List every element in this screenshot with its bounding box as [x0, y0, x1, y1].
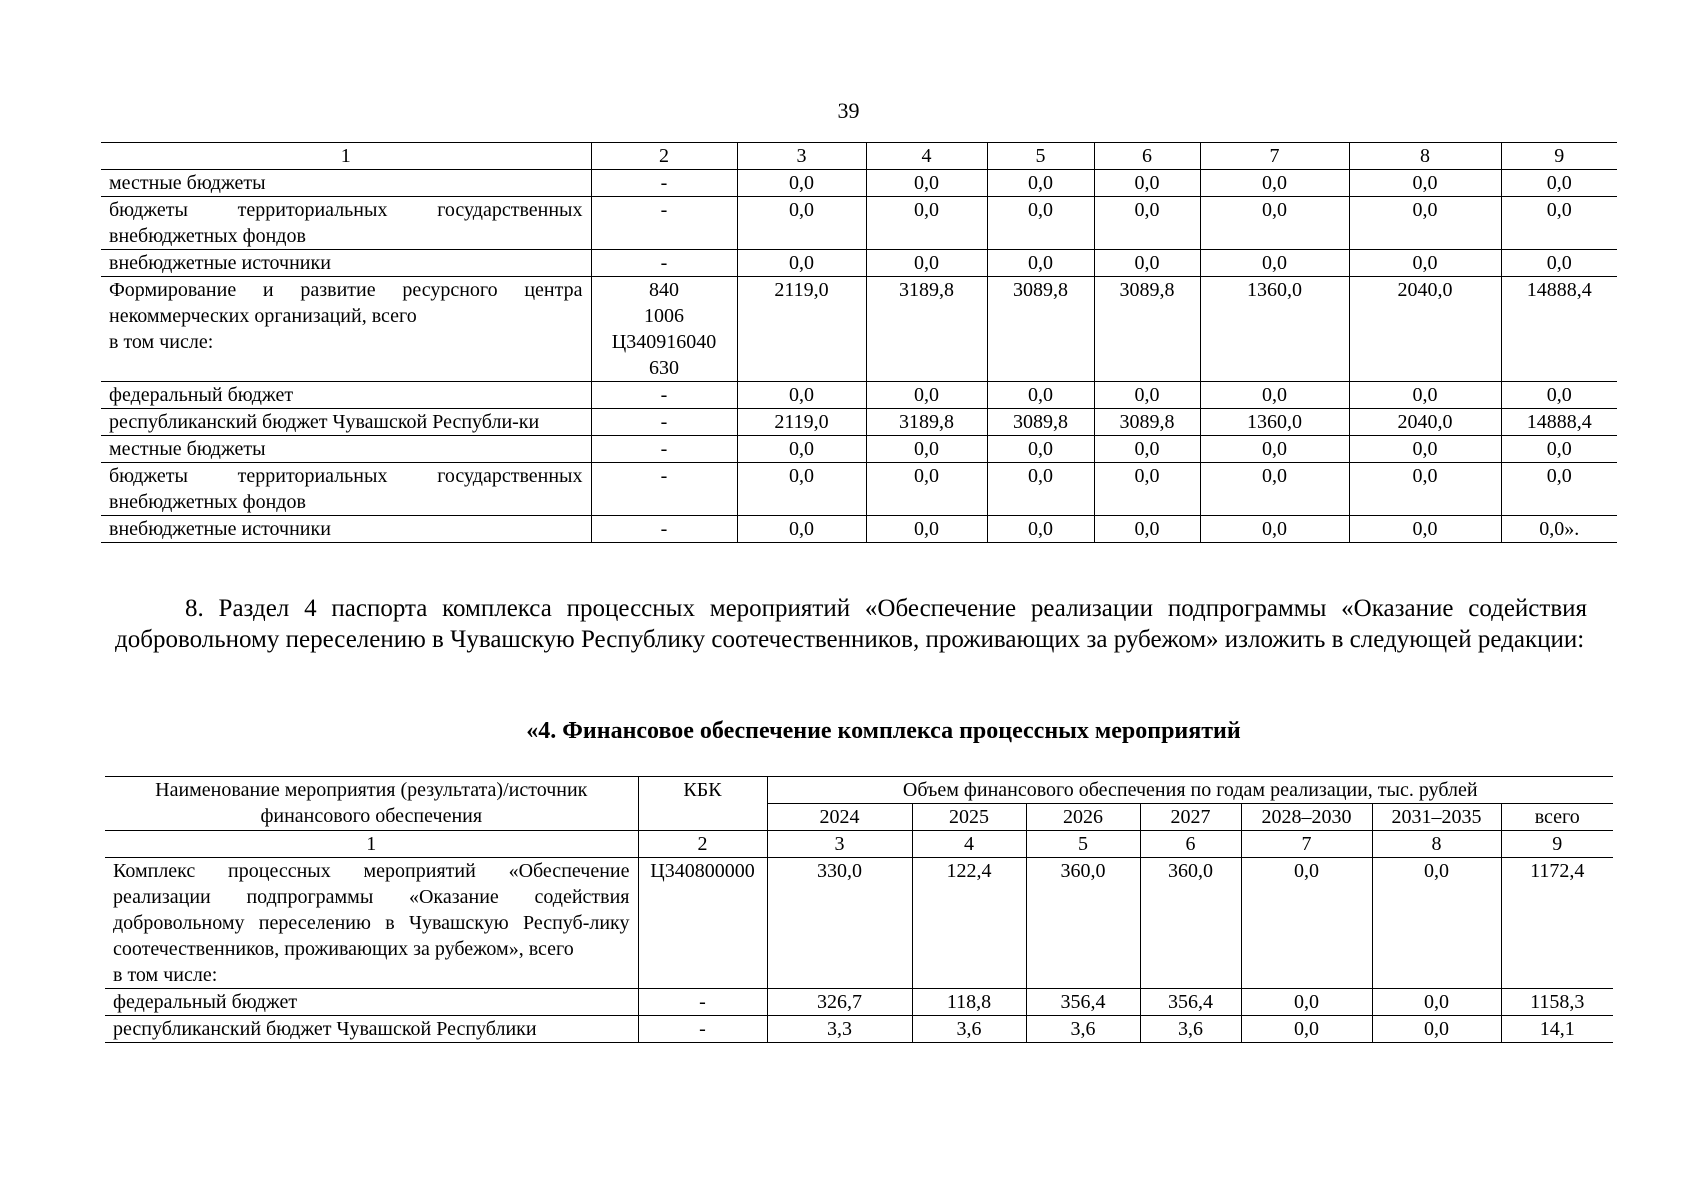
row-value: 2119,0 [737, 409, 866, 436]
row-value: 0,0 [1501, 463, 1617, 516]
col-number: 2 [638, 831, 767, 858]
row-name: бюджеты территориальных государственных внебюджетных фондов [101, 197, 591, 250]
row-value: 0,0 [1094, 382, 1200, 409]
row-value: 0,0 [1349, 250, 1501, 277]
row-value: 0,0 [737, 250, 866, 277]
row-value: 0,0 [1349, 516, 1501, 543]
code-line: 840 [649, 279, 679, 301]
row-value: 0,0 [737, 197, 866, 250]
row-value: 356,4 [1140, 989, 1241, 1016]
code-line: Ц340916040 [611, 331, 717, 353]
row-value: 0,0 [987, 516, 1094, 543]
row-name: бюджеты территориальных государственных внебюджетных фондов [101, 463, 591, 516]
row-value: 0,0 [1241, 1016, 1372, 1043]
row-value: 1172,4 [1501, 858, 1613, 989]
header-year: 2024 [767, 804, 912, 831]
table-row [101, 516, 1617, 543]
code-line: 1006 [644, 305, 684, 327]
row-value: 0,0 [1372, 858, 1501, 989]
row-value: 0,0 [1501, 170, 1617, 197]
row-value: 3,6 [1140, 1016, 1241, 1043]
table-row [101, 409, 1617, 436]
row-value: 0,0 [1349, 170, 1501, 197]
row-value: 0,0 [1200, 382, 1349, 409]
paragraph-text: 8. Раздел 4 паспорта комплекса процессных мероприятий «Обеспечение реализации подпрограммы «Оказание содействия добровольному переселению в Чувашскую Республику соотечественников, проживающих за рубежом» изложить в следующей редакции: [115, 595, 1587, 653]
col-number: 3 [767, 831, 912, 858]
row-value: 0,0 [1349, 382, 1501, 409]
row-value: 0,0 [1094, 170, 1200, 197]
header-volume: Объем финансового обеспечения по годам реализации, тыс. рублей [767, 777, 1613, 804]
row-value: 0,0 [1094, 250, 1200, 277]
row-value: 360,0 [1140, 858, 1241, 989]
row-name: республиканский бюджет Чувашской Республики [105, 1016, 638, 1043]
col-number: 8 [1349, 143, 1501, 170]
row-value: 0,0 [1501, 382, 1617, 409]
col-number: 1 [105, 831, 638, 858]
row-value: 3089,8 [987, 277, 1094, 382]
col-number: 1 [101, 143, 591, 170]
row-name: местные бюджеты [101, 436, 591, 463]
row-value: 0,0 [737, 436, 866, 463]
row-value: 0,0 [1094, 436, 1200, 463]
col-number: 8 [1372, 831, 1501, 858]
col-number: 4 [866, 143, 987, 170]
row-value: 0,0 [1241, 858, 1372, 989]
row-value: 2040,0 [1349, 277, 1501, 382]
table-row [101, 170, 1617, 197]
row-value: 0,0 [1501, 197, 1617, 250]
row-code: - [591, 250, 737, 277]
row-value: 0,0 [1501, 250, 1617, 277]
header-row [105, 777, 1613, 804]
row-value: 360,0 [1026, 858, 1140, 989]
page-number: 39 [837, 98, 860, 123]
row-value: 2040,0 [1349, 409, 1501, 436]
row-value: 0,0 [1501, 436, 1617, 463]
section-title: «4. Финансовое обеспечение комплекса процессных мероприятий [526, 718, 1241, 744]
row-value: 0,0 [737, 516, 866, 543]
column-number-row [101, 143, 1617, 170]
row-name-subtext: в том числе: [113, 964, 218, 986]
col-number: 9 [1501, 831, 1613, 858]
row-value: 122,4 [912, 858, 1026, 989]
row-value: 1158,3 [1501, 989, 1613, 1016]
row-value: 0,0 [866, 463, 987, 516]
col-number: 4 [912, 831, 1026, 858]
row-name: федеральный бюджет [105, 989, 638, 1016]
row-value: 1360,0 [1200, 277, 1349, 382]
col-number: 6 [1094, 143, 1200, 170]
row-code: - [638, 989, 767, 1016]
row-name-subtext: в том числе: [109, 331, 214, 353]
table-row [101, 250, 1617, 277]
row-value: 0,0 [1200, 516, 1349, 543]
header-year: 2031–2035 [1372, 804, 1501, 831]
row-value: 3089,8 [987, 409, 1094, 436]
row-value: 0,0 [1349, 197, 1501, 250]
row-code [591, 277, 737, 382]
header-year: 2026 [1026, 804, 1140, 831]
row-value: 0,0 [1200, 170, 1349, 197]
row-code: Ц340800000 [638, 858, 767, 989]
header-year: 2028–2030 [1241, 804, 1372, 831]
row-code: - [638, 1016, 767, 1043]
col-number: 5 [987, 143, 1094, 170]
row-code: - [591, 197, 737, 250]
code-line: 630 [649, 357, 679, 379]
row-value: 3,3 [767, 1016, 912, 1043]
row-value: 0,0 [987, 382, 1094, 409]
row-value: 0,0 [1349, 463, 1501, 516]
row-value: 0,0 [987, 197, 1094, 250]
header-year: 2027 [1140, 804, 1241, 831]
table-row [101, 197, 1617, 250]
row-name: внебюджетные источники [101, 516, 591, 543]
row-value: 0,0 [737, 382, 866, 409]
row-value: 0,0 [866, 170, 987, 197]
row-value: 3,6 [912, 1016, 1026, 1043]
row-value: 14,1 [1501, 1016, 1613, 1043]
row-value: 0,0 [1241, 989, 1372, 1016]
row-value: 0,0 [1349, 436, 1501, 463]
row-value: 0,0 [866, 382, 987, 409]
row-value: 118,8 [912, 989, 1026, 1016]
row-value: 0,0 [737, 170, 866, 197]
row-code: - [591, 436, 737, 463]
row-code: - [591, 382, 737, 409]
header-year: всего [1501, 804, 1613, 831]
col-number: 7 [1200, 143, 1349, 170]
row-value: 0,0 [866, 197, 987, 250]
row-value: 0,0 [866, 516, 987, 543]
row-value: 0,0 [987, 463, 1094, 516]
col-number: 7 [1241, 831, 1372, 858]
row-value: 0,0 [987, 250, 1094, 277]
row-code: - [591, 516, 737, 543]
col-number: 3 [737, 143, 866, 170]
row-value: 14888,4 [1501, 409, 1617, 436]
top-funding-table [101, 142, 1617, 543]
row-value: 0,0 [1372, 989, 1501, 1016]
table-row [101, 436, 1617, 463]
row-value: 0,0 [987, 170, 1094, 197]
row-value: 0,0 [1094, 197, 1200, 250]
row-value: 1360,0 [1200, 409, 1349, 436]
row-value: 0,0 [1094, 516, 1200, 543]
row-name: федеральный бюджет [101, 382, 591, 409]
row-name: республиканский бюджет Чувашской Республи-ки [101, 409, 591, 436]
col-number: 9 [1501, 143, 1617, 170]
row-value: 3089,8 [1094, 409, 1200, 436]
row-value: 0,0 [1200, 463, 1349, 516]
table-row [101, 277, 1617, 382]
table-row [105, 1016, 1613, 1043]
row-value: 0,0 [866, 250, 987, 277]
row-value: 0,0 [1094, 463, 1200, 516]
row-value: 326,7 [767, 989, 912, 1016]
row-value: 0,0 [1372, 1016, 1501, 1043]
row-value: 0,0 [1200, 250, 1349, 277]
header-kbk: КБК [638, 777, 767, 831]
row-value: 0,0». [1501, 516, 1617, 543]
row-value: 14888,4 [1501, 277, 1617, 382]
row-name: местные бюджеты [101, 170, 591, 197]
row-name-text: Комплекс процессных мероприятий «Обеспечение реализации подпрограммы «Оказание содействия добровольному переселению в Чувашскую Респуб-лику соотечественников, проживающих за рубежом», всего [113, 860, 630, 960]
row-value: 3089,8 [1094, 277, 1200, 382]
table-row [105, 858, 1613, 989]
amendment-paragraph [115, 593, 1587, 655]
table-row [105, 989, 1613, 1016]
row-code: - [591, 463, 737, 516]
row-value: 3,6 [1026, 1016, 1140, 1043]
row-name [105, 858, 638, 989]
col-number: 2 [591, 143, 737, 170]
table-row [101, 382, 1617, 409]
row-value: 0,0 [1200, 436, 1349, 463]
row-value: 2119,0 [737, 277, 866, 382]
row-code: - [591, 170, 737, 197]
row-value: 3189,8 [866, 409, 987, 436]
row-code: - [591, 409, 737, 436]
row-value: 0,0 [1200, 197, 1349, 250]
row-value: 0,0 [987, 436, 1094, 463]
row-name: внебюджетные источники [101, 250, 591, 277]
header-year: 2025 [912, 804, 1026, 831]
column-number-row [105, 831, 1613, 858]
header-name: Наименование мероприятия (результата)/источник финансового обеспечения [105, 777, 638, 831]
row-name-text: Формирование и развитие ресурсного центра некоммерческих организаций, всего [109, 279, 583, 327]
bottom-funding-table [105, 776, 1613, 1043]
row-value: 3189,8 [866, 277, 987, 382]
col-number: 6 [1140, 831, 1241, 858]
table-row [101, 463, 1617, 516]
row-value: 330,0 [767, 858, 912, 989]
row-value: 0,0 [866, 436, 987, 463]
row-value: 356,4 [1026, 989, 1140, 1016]
col-number: 5 [1026, 831, 1140, 858]
row-name [101, 277, 591, 382]
row-value: 0,0 [737, 463, 866, 516]
